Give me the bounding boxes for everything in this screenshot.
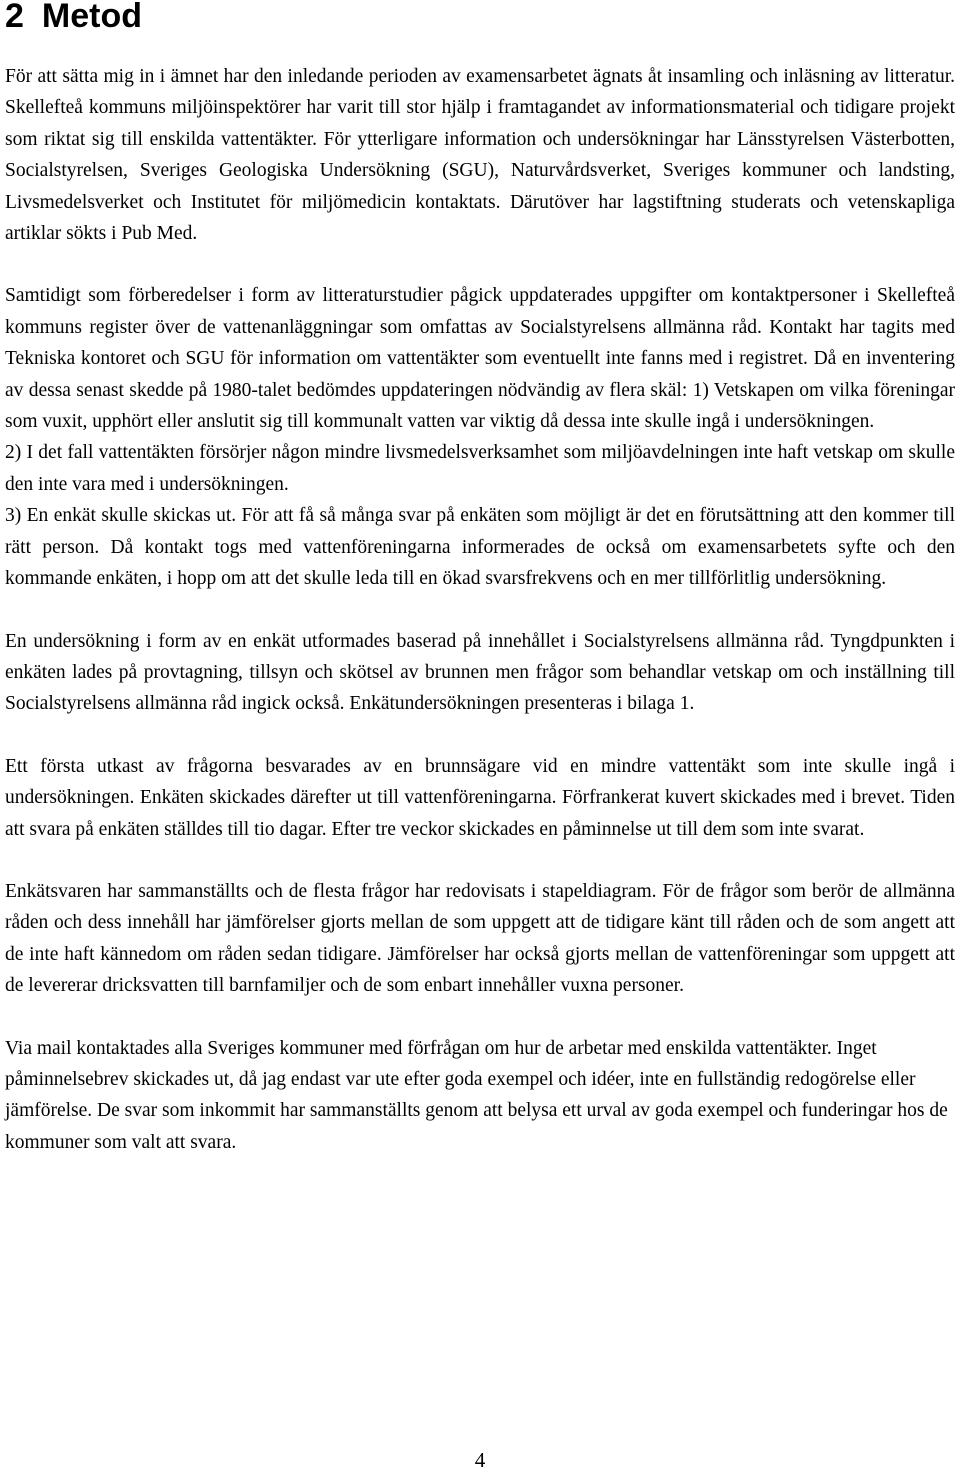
body-text	[5, 61, 955, 1189]
section-title: Metod	[41, 0, 143, 35]
paragraph-municipalities: Via mail kontaktades alla Sveriges kommuner med förfrågan om hur de arbetar med enskilda vattentäkter. Inget påminnelsebrev skickades ut, då jag endast var ute efter goda exempel och idéer, inte en fullständig redogörelse eller jämförelse. De svar som inkommit har sammanställts genom att belysa ett urval av goda exempel och funderingar hos de kommuner som valt att svara.	[5, 1037, 948, 1153]
paragraph-survey-analysis: Enkätsvaren har sammanställts och de flesta frågor har redovisats i stapeldiagram. För de frågor som berör de allmänna råden och dess innehåll har jämförelser gjorts mellan de som uppgett att de tidigare känt till råden och de som angett att de inte haft kännedom om råden sedan tidigare. Jämförelser har också gjorts mellan de vattenföreningar som uppgett att de levererar dricksvatten till barnfamiljer och de som enbart innehåller vuxna personer.	[5, 880, 955, 997]
section-heading	[5, 0, 142, 36]
paragraph-reason-3: 3) En enkät skulle skickas ut. För att få så många svar på enkäten som möjligt är det en förutsättning att den kommer till rätt person. Då kontakt togs med vattenföreningarna informerades de också om examensarbetets syfte och den kommande enkäten, i hopp om att det skulle leda till en ökad svarsfrekvens och en mer tillförlitlig undersökning.	[5, 505, 955, 590]
paragraph-survey-design: En undersökning i form av en enkät utformades baserad på innehållet i Socialstyrelsens allmänna råd. Tyngdpunkten i enkäten lades på provtagning, tillsyn och skötsel av brunnen men frågor som behandlar vetskap om och inställning till Socialstyrelsens allmänna råd ingick också. Enkätundersökningen presenteras i bilaga 1.	[5, 630, 955, 715]
paragraph-reason-2: 2) I det fall vattentäkten försörjer någon mindre livsmedelsverksamhet som miljöavdelningen inte haft vetskap om skulle den inte vara med i undersökningen.	[5, 442, 955, 495]
paragraph-register-update: Samtidigt som förberedelser i form av litteraturstudier pågick uppdaterades uppgifter om kontaktpersoner i Skellefteå kommuns register över de vattenanläggningar som omfattas av Socialstyrelsens allmänna råd. Kontakt har tagits med Tekniska kontoret och SGU för information om vattentäkter som eventuellt inte fanns med i registret. Då en inventering av dessa senast skedde på 1980-talet bedömdes uppdateringen nödvändig av flera skäl: 1) Vetskapen om vilka föreningar som vuxit, upphört eller anslutit sig till kommunalt vatten var viktig då dessa inte skulle ingå i undersökningen.	[5, 285, 955, 433]
paragraph-survey-dispatch: Ett första utkast av frågorna besvarades av en brunnsägare vid en mindre vattentäkt som inte skulle ingå i undersökningen. Enkäten skickades därefter ut till vattenföreningarna. Förfrankerat kuvert skickades med i brevet. Tiden att svara på enkäten ställdes till tio dagar. Efter tre veckor skickades en påminnelse ut till dem som inte svarat.	[5, 755, 955, 840]
section-number: 2	[5, 0, 24, 35]
page-number: 4	[474, 1448, 486, 1472]
paragraph-literature: För att sätta mig in i ämnet har den inledande perioden av examensarbetet ägnats åt insamling och inläsning av litteratur. Skellefteå kommuns miljöinspektörer har varit till stor hjälp i framtagandet av informationsmaterial och tidigare projekt som riktat sig till enskilda vattentäkter. För ytterligare information och undersökningar har Länsstyrelsen Västerbotten, Socialstyrelsen, Sveriges Geologiska Undersökning (SGU), Naturvårdsverket, Sveriges kommuner och landsting, Livsmedelsverket och Institutet för miljömedicin kontaktats. Därutöver har lagstiftning studerats och vetenskapliga artiklar sökts i Pub Med.	[5, 66, 955, 245]
